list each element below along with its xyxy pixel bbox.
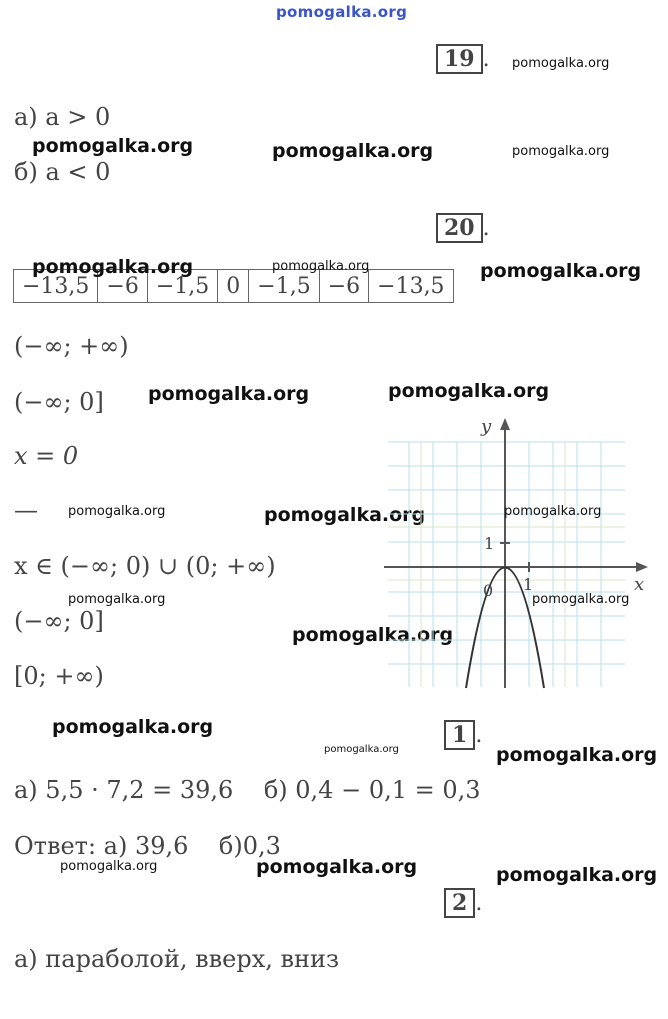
task20-line-3: x = 0 — [14, 442, 79, 470]
watermark: pomogalka.org — [264, 504, 426, 526]
grid — [388, 442, 625, 687]
watermark: pomogalka.org — [512, 56, 610, 71]
watermark: pomogalka.org — [60, 859, 158, 874]
grid-minor — [388, 442, 625, 687]
watermark: pomogalka.org — [512, 144, 610, 159]
watermark: pomogalka.org — [496, 744, 658, 766]
table-cell: −6 — [98, 270, 147, 303]
task20-line-2: (−∞; 0] — [14, 388, 104, 416]
watermark: pomogalka.org — [480, 260, 642, 282]
watermark: pomogalka.org — [532, 592, 630, 607]
task20-line-4: — — [14, 496, 38, 524]
watermark: pomogalka.org — [504, 504, 602, 519]
watermark: pomogalka.org — [256, 856, 418, 878]
parabola-graph — [380, 412, 655, 692]
task-number-20: 20 . — [436, 214, 490, 242]
task20-line-1: (−∞; +∞) — [14, 332, 129, 360]
watermark: pomogalka.org — [32, 135, 194, 157]
watermark: pomogalka.org — [388, 380, 550, 402]
table-cell: −13,5 — [14, 270, 98, 303]
table-cell: −13,5 — [369, 270, 453, 303]
x-tick-label: 1 — [523, 575, 534, 594]
task1-answer: Ответ: а) 39,6 б)0,3 — [14, 832, 281, 860]
watermark: pomogalka.org — [496, 864, 658, 886]
watermark: pomogalka.org — [52, 716, 214, 738]
task19-answer-a: а) a > 0 — [14, 103, 111, 131]
y-tick-label: 1 — [484, 534, 495, 553]
table-cell: −1,5 — [147, 270, 217, 303]
task1-solution: а) 5,5 · 7,2 = 39,6 б) 0,4 − 0,1 = 0,3 — [14, 776, 481, 804]
watermark: pomogalka.org — [272, 140, 434, 162]
y-axis-arrow-icon — [500, 418, 510, 430]
table-cell: 0 — [218, 270, 249, 303]
task19-answer-b: б) a < 0 — [14, 158, 111, 186]
task-number-1: 1 . — [444, 721, 482, 749]
watermark: pomogalka.org — [324, 744, 399, 755]
task20-line-7: [0; +∞) — [14, 662, 104, 690]
table-cell: −6 — [319, 270, 368, 303]
origin-label: 0 — [483, 581, 494, 600]
task2-answer-a: а) параболой, вверх, вниз — [14, 945, 340, 973]
y-axis-label: y — [481, 416, 492, 437]
task-number-19: 19 . — [436, 45, 490, 73]
watermark: pomogalka.org — [68, 504, 166, 519]
site-watermark-top[interactable]: pomogalka.org — [276, 3, 408, 21]
watermark: pomogalka.org — [272, 259, 370, 274]
watermark: pomogalka.org — [292, 624, 454, 646]
table-cell: −1,5 — [249, 270, 319, 303]
watermark: pomogalka.org — [68, 592, 166, 607]
task20-line-5: x ∈ (−∞; 0) ∪ (0; +∞) — [14, 552, 276, 580]
watermark: pomogalka.org — [148, 383, 310, 405]
watermark: pomogalka.org — [32, 256, 194, 278]
x-axis-label: x — [634, 574, 645, 595]
task20-line-6: (−∞; 0] — [14, 607, 104, 635]
x-axis-arrow-icon — [636, 562, 648, 572]
task-number-2: 2 . — [444, 889, 482, 917]
